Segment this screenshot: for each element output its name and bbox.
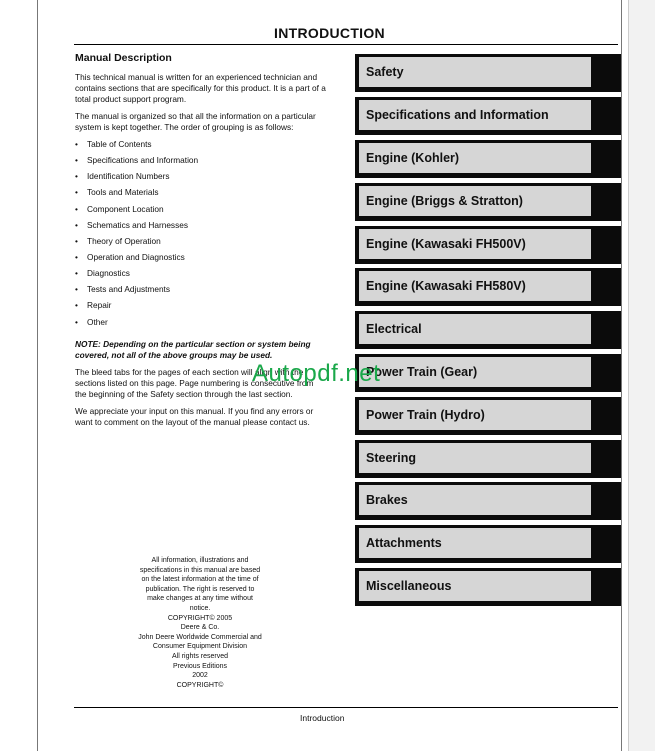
- section-tab-label: Power Train (Hydro): [359, 400, 591, 430]
- bullet-icon: •: [75, 203, 78, 214]
- feedback-paragraph: We appreciate your input on this manual. If you find any errors or want to comment on the layout of the manual please contact us.: [75, 405, 314, 427]
- section-tab-power-train-hydro[interactable]: [355, 397, 621, 435]
- list-item-label: Repair: [87, 300, 112, 311]
- viewer-scroll-gutter[interactable]: [628, 0, 655, 751]
- list-item-label: Theory of Operation: [87, 235, 161, 246]
- section-tab-label: Engine (Briggs & Stratton): [359, 186, 591, 216]
- list-item-label: Operation and Diagnostics: [87, 251, 185, 262]
- section-tab-specifications[interactable]: [355, 97, 621, 135]
- list-item-label: Schematics and Harnesses: [87, 219, 188, 230]
- list-item: [75, 317, 327, 333]
- list-item: [75, 300, 327, 316]
- section-tab-miscellaneous[interactable]: [355, 568, 621, 606]
- list-item-label: Component Location: [87, 203, 164, 214]
- bullet-icon: •: [75, 187, 78, 198]
- section-tab-label: Specifications and Information: [359, 100, 591, 130]
- watermark-text: Autopdf.net: [252, 360, 381, 387]
- list-item-label: Identification Numbers: [87, 171, 170, 182]
- section-tab-label: Steering: [359, 443, 591, 473]
- list-item-label: Table of Contents: [87, 139, 152, 149]
- bullet-icon: •: [75, 219, 78, 230]
- section-tab-label: Engine (Kawasaki FH580V): [359, 271, 591, 301]
- bullet-icon: •: [75, 171, 78, 182]
- title-rule: [74, 44, 618, 45]
- bullet-icon: •: [75, 284, 78, 295]
- intro-paragraph: This technical manual is written for an experienced technician and contains sections that are specifically for this product. It is a part of a total product support program.: [75, 72, 326, 104]
- copyright-line: specifications in this manual are based: [139, 566, 261, 574]
- viewer-frame-left: [37, 0, 38, 751]
- list-item: [75, 268, 327, 284]
- section-tab-electrical[interactable]: [355, 311, 621, 349]
- section-tab-steering[interactable]: [355, 440, 621, 478]
- viewer-frame-right: [621, 0, 622, 751]
- section-tab-label: Power Train (Gear): [359, 357, 591, 387]
- list-item: [75, 139, 327, 155]
- copyright-line: notice.: [189, 604, 211, 612]
- copyright-line: 2002: [192, 672, 208, 680]
- copyright-line: make changes at any time without: [147, 595, 253, 603]
- section-tab-engine-fh580v[interactable]: [355, 268, 621, 306]
- list-item: [75, 236, 327, 252]
- bullet-icon: •: [75, 139, 78, 149]
- list-item-label: Tests and Adjustments: [87, 284, 171, 295]
- copyright-line: COPYRIGHT©: [176, 681, 224, 689]
- copyright-line: All information, illustrations and: [151, 557, 249, 564]
- list-item: [75, 284, 327, 300]
- bullet-icon: •: [75, 300, 78, 311]
- list-item: [75, 187, 327, 203]
- list-item-label: Diagnostics: [87, 268, 130, 279]
- list-item: [75, 204, 327, 220]
- grouping-paragraph: The manual is organized so that all the information on a particular system is kept together. The order of grouping is as follows:: [75, 111, 316, 132]
- section-tab-attachments[interactable]: [355, 525, 621, 563]
- copyright-line: John Deere Worldwide Commercial and: [138, 633, 262, 641]
- section-tab-safety[interactable]: [355, 54, 621, 92]
- list-item-label: Other: [87, 316, 108, 327]
- list-item: [75, 171, 327, 187]
- section-tab-label: Attachments: [359, 528, 591, 558]
- section-tab-power-train-gear[interactable]: [355, 354, 621, 392]
- bullet-icon: •: [75, 235, 78, 246]
- section-tab-label: Safety: [359, 57, 591, 87]
- section-tab-engine-fh500v[interactable]: [355, 226, 621, 264]
- list-item: [75, 155, 327, 171]
- grouping-list: [75, 139, 327, 333]
- page-title: INTRODUCTION: [274, 25, 385, 41]
- copyright-line: Consumer Equipment Division: [152, 643, 248, 651]
- section-tab-label: Engine (Kohler): [359, 143, 591, 173]
- section-tab-label: Miscellaneous: [359, 571, 591, 601]
- bleed-tabs-paragraph: The bleed tabs for the pages of each section will align with the sections listed on this page. Page numbering is consecutive from the beginning of the Safety section through the last section.: [75, 366, 314, 399]
- footer-label: Introduction: [300, 713, 345, 723]
- section-tab-engine-kohler[interactable]: [355, 140, 621, 178]
- list-item-label: Tools and Materials: [87, 187, 159, 198]
- copyright-line: Previous Editions: [172, 662, 228, 670]
- bullet-icon: •: [75, 155, 78, 166]
- copyright-line: publication. The right is reserved to: [145, 585, 255, 593]
- section-tab-label: Brakes: [359, 485, 591, 515]
- bullet-icon: •: [75, 268, 78, 279]
- copyright-line: Deere & Co.: [180, 624, 220, 632]
- note-text: NOTE: Depending on the particular section or system being covered, not all of the above groups may be used.: [75, 338, 311, 360]
- section-tab-engine-briggs[interactable]: [355, 183, 621, 221]
- list-item: [75, 220, 327, 236]
- copyright-line: on the latest information at the time of: [141, 576, 259, 584]
- section-tab-label: Engine (Kawasaki FH500V): [359, 229, 591, 259]
- copyright-line: COPYRIGHT© 2005: [167, 614, 233, 622]
- section-tab-label: Electrical: [359, 314, 591, 344]
- bullet-icon: •: [75, 251, 78, 262]
- footer-rule: [74, 707, 618, 708]
- section-tab-brakes[interactable]: [355, 482, 621, 520]
- copyright-notice: [126, 556, 274, 690]
- list-item-label: Specifications and Information: [87, 155, 199, 166]
- section-heading: Manual Description: [75, 52, 172, 64]
- bullet-icon: •: [75, 316, 78, 327]
- list-item: [75, 252, 327, 268]
- copyright-line: All rights reserved: [171, 652, 229, 660]
